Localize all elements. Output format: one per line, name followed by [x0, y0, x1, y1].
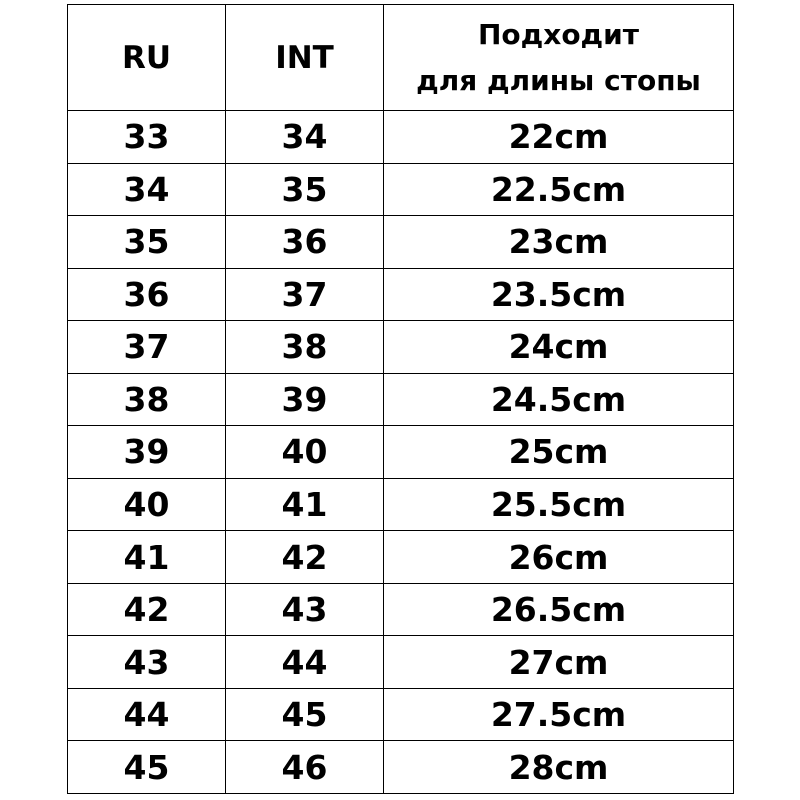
cell-int: 35: [226, 163, 384, 216]
header-foot-length: [384, 5, 734, 111]
cell-foot-length: 24.5cm: [384, 373, 734, 426]
cell-int: 36: [226, 216, 384, 269]
header-ru: RU: [68, 5, 226, 111]
cell-ru: 38: [68, 373, 226, 426]
table-row: [68, 321, 734, 374]
cell-int: 43: [226, 583, 384, 636]
cell-int: 46: [226, 741, 384, 794]
cell-foot-length: 25.5cm: [384, 478, 734, 531]
table-row: [68, 478, 734, 531]
cell-ru: 35: [68, 216, 226, 269]
cell-ru: 41: [68, 531, 226, 584]
table-row: [68, 636, 734, 689]
cell-ru: 39: [68, 426, 226, 479]
cell-int: 42: [226, 531, 384, 584]
table-row: [68, 531, 734, 584]
cell-ru: 45: [68, 741, 226, 794]
header-foot-length-line2: для длины стопы: [416, 63, 701, 97]
cell-int: 40: [226, 426, 384, 479]
table-row: [68, 426, 734, 479]
table-row: [68, 216, 734, 269]
cell-ru: 37: [68, 321, 226, 374]
cell-foot-length: 22cm: [384, 111, 734, 164]
cell-ru: 42: [68, 583, 226, 636]
cell-foot-length: 27.5cm: [384, 688, 734, 741]
cell-int: 39: [226, 373, 384, 426]
cell-ru: 40: [68, 478, 226, 531]
cell-int: 41: [226, 478, 384, 531]
cell-foot-length: 23cm: [384, 216, 734, 269]
header-foot-length-line1: Подходит: [477, 17, 640, 51]
table-row: [68, 583, 734, 636]
header-int: INT: [226, 5, 384, 111]
cell-ru: 36: [68, 268, 226, 321]
cell-ru: 44: [68, 688, 226, 741]
cell-ru: 34: [68, 163, 226, 216]
table-row: [68, 163, 734, 216]
cell-foot-length: 24cm: [384, 321, 734, 374]
cell-foot-length: 25cm: [384, 426, 734, 479]
cell-foot-length: 27cm: [384, 636, 734, 689]
cell-foot-length: 28cm: [384, 741, 734, 794]
table-header: [68, 5, 734, 111]
cell-foot-length: 26.5cm: [384, 583, 734, 636]
cell-int: 37: [226, 268, 384, 321]
table-row: [68, 373, 734, 426]
size-chart-table: [67, 4, 734, 794]
table-row: [68, 111, 734, 164]
cell-foot-length: 26cm: [384, 531, 734, 584]
table-row: [68, 688, 734, 741]
header-row: [68, 5, 734, 111]
table-body: [68, 111, 734, 794]
cell-foot-length: 22.5cm: [384, 163, 734, 216]
cell-foot-length: 23.5cm: [384, 268, 734, 321]
table-row: [68, 741, 734, 794]
cell-int: 44: [226, 636, 384, 689]
table-row: [68, 268, 734, 321]
cell-int: 45: [226, 688, 384, 741]
cell-int: 34: [226, 111, 384, 164]
cell-ru: 43: [68, 636, 226, 689]
cell-ru: 33: [68, 111, 226, 164]
cell-int: 38: [226, 321, 384, 374]
